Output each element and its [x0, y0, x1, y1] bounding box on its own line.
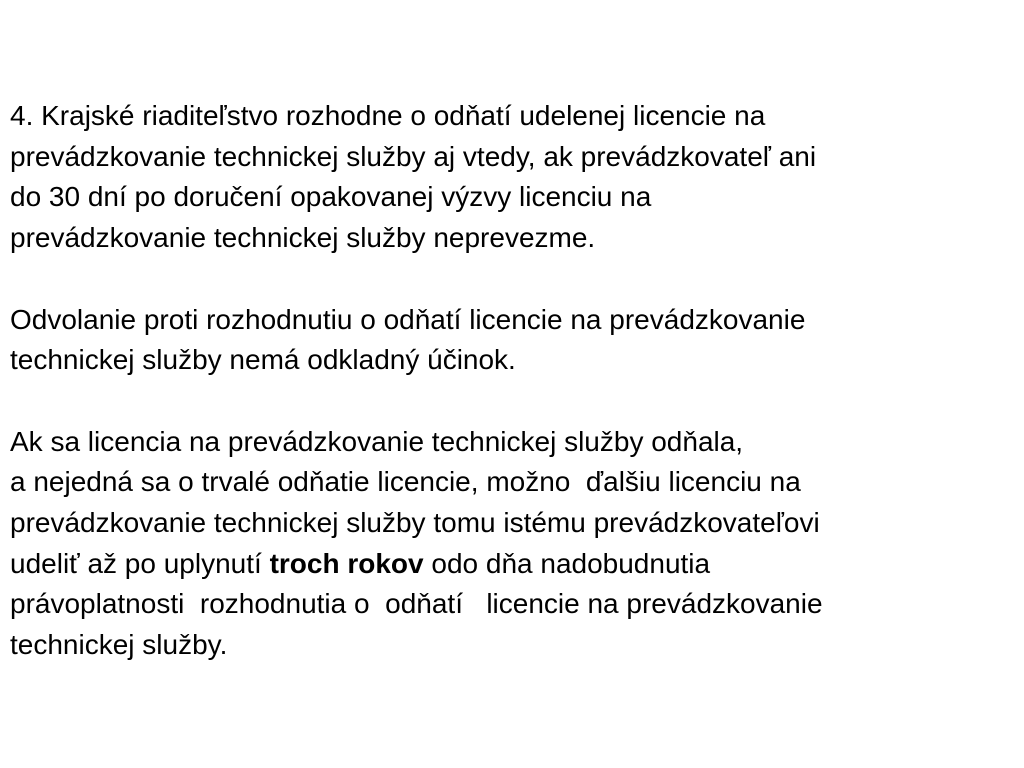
text-segment: udeliť až po uplynutí [10, 547, 270, 579]
text-line: právoplatnosti rozhodnutia o odňatí licencie na prevádzkovanie [10, 588, 823, 620]
emphasized-text: troch rokov [269, 547, 424, 579]
paragraph-license-revocation [10, 96, 1020, 259]
text-line-with-emphasis [10, 544, 1020, 585]
text-line: Odvolanie proti rozhodnutiu o odňatí licencie na prevádzkovanie [10, 303, 806, 335]
text-line: prevádzkovanie technickej služby aj vtedy, ak prevádzkovateľ ani [10, 140, 817, 172]
paragraph-new-license [10, 422, 1020, 666]
text-line: 4. Krajské riaditeľstvo rozhodne o odňatí udelenej licencie na [10, 100, 766, 131]
text-line: technickej služby. [10, 629, 228, 661]
text-segment: odo dňa nadobudnutia [423, 547, 711, 579]
paragraph-appeal [10, 300, 1020, 381]
slide-text [10, 96, 1020, 666]
text-line: do 30 dní po doručení opakovanej výzvy licenciu na [10, 181, 652, 213]
text-line: prevádzkovanie technickej služby tomu istému prevádzkovateľovi [10, 507, 820, 538]
text-line: Ak sa licencia na prevádzkovanie technickej služby odňala, [10, 425, 744, 457]
text-line: prevádzkovanie technickej služby neprevezme. [10, 222, 596, 254]
text-line: a nejedná sa o trvalé odňatie licencie, možno ďalšiu licenciu na [10, 466, 801, 498]
paragraph-spacer [10, 259, 1020, 300]
paragraph-spacer [10, 381, 1020, 422]
text-line: technickej služby nemá odkladný účinok. [10, 344, 516, 376]
